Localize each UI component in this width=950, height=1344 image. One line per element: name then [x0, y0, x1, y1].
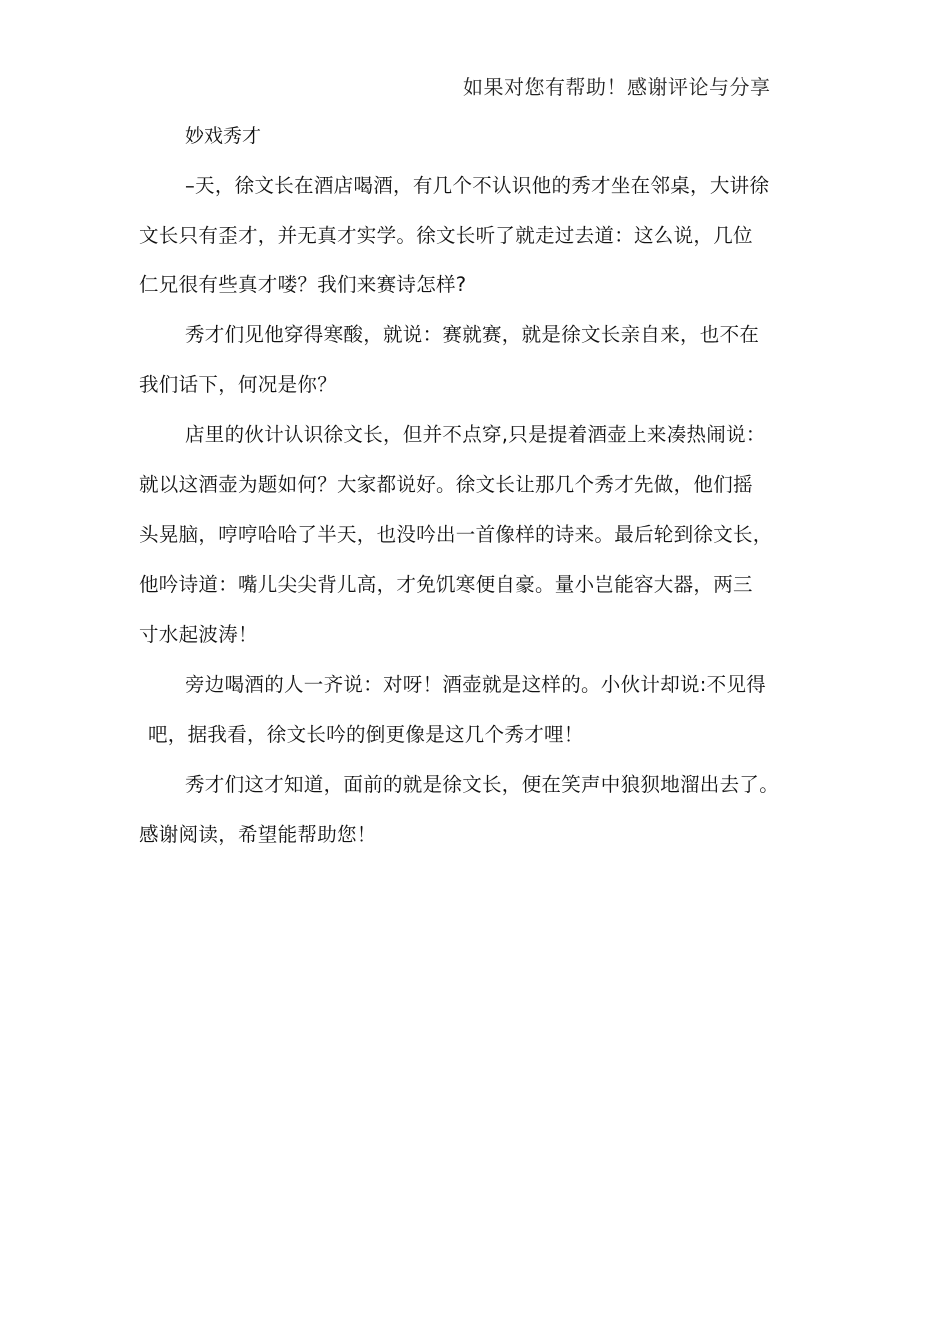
body-line: 寸水起波涛！ [139, 623, 258, 646]
body-line: 我们话下，何况是你？ [139, 373, 338, 396]
body-line: –天，徐文长在酒店喝酒，有几个不认识他的秀才坐在邻桌，大讲徐 [185, 174, 770, 197]
body-line: 仁兄很有些真才喽？我们来赛诗怎样? [139, 273, 467, 296]
body-line: 就以这酒壶为题如何？大家都说好。徐文长让那几个秀才先做，他们摇 [139, 473, 753, 496]
body-line: 旁边喝酒的人一齐说：对呀！酒壶就是这样的。小伙计却说:不见得 [185, 673, 767, 696]
closing-line: 感谢阅读，希望能帮助您！ [139, 823, 377, 846]
header-note: 如果对您有帮助！感谢评论与分享 [463, 75, 771, 99]
body-line: 他吟诗道：嘴儿尖尖背儿高，才免饥寒便自豪。量小岂能容大器，两三 [139, 573, 753, 596]
body-line: 吧，据我看，徐文长吟的倒更像是这几个秀才哩！ [148, 723, 584, 746]
body-line: 秀才们这才知道，面前的就是徐文长，便在笑声中狼狈地溜出去了。 [185, 773, 780, 796]
body-line: 头晃脑，哼哼哈哈了半天，也没吟出一首像样的诗来。最后轮到徐文长， [139, 523, 773, 546]
body-line: 秀才们见他穿得寒酸，就说：赛就赛，就是徐文长亲自来，也不在 [185, 323, 760, 346]
document-title: 妙戏秀才 [185, 125, 262, 147]
body-line: 文长只有歪才，并无真才实学。徐文长听了就走过去道：这么说，几位 [139, 224, 753, 247]
body-line: 店里的伙计认识徐文长，但并不点穿,只是提着酒壶上来凑热闹说： [185, 423, 766, 446]
